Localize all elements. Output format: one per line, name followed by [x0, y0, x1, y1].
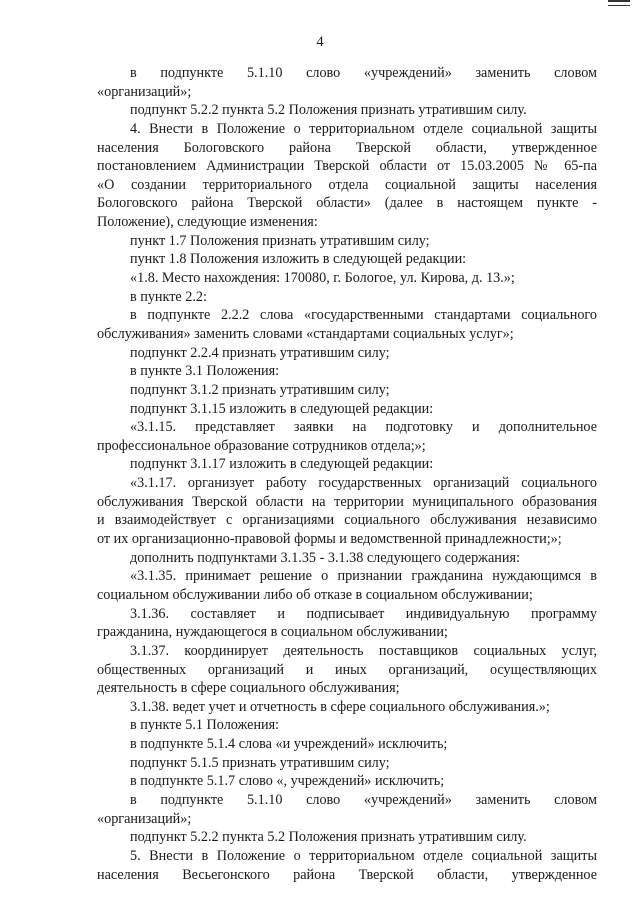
text-line: в подпункте 2.2.2 слова «государственными стандартами социального	[130, 307, 597, 324]
text-line: «организаций»;	[97, 810, 192, 827]
text-line: в подпункте 5.1.7 слово «, учреждений» исключить;	[130, 773, 445, 790]
text-line: «организаций»;	[97, 83, 192, 100]
text-line: 3.1.38. ведет учет и отчетность в сфере социального обслуживания.»;	[130, 698, 550, 715]
text-line: «О создании территориального отдела социальной защиты населения	[97, 176, 597, 193]
page-number: 4	[316, 34, 324, 50]
text-line: в пункте 3.1 Положения:	[130, 363, 280, 380]
text-line: от их организационно-правовой формы и ведомственной принадлежности;»;	[97, 531, 562, 548]
text-line: дополнить подпунктами 3.1.35 - 3.1.38 следующего содержания:	[130, 549, 520, 566]
text-line: населения Весьегонского района Тверской области, утвержденное	[97, 866, 597, 883]
text-line: «3.1.35. принимает решение о признании гражданина нуждающимся в	[130, 568, 597, 585]
text-line: Бологовского района Тверской области» (далее в настоящем пункте -	[97, 195, 597, 212]
text-line: постановлением Администрации Тверской области от 15.03.2005 № 65-па	[97, 158, 597, 175]
text-line: пункт 1.8 Положения изложить в следующей редакции:	[130, 251, 467, 268]
text-line: 3.1.37. координирует деятельность поставщиков социальных услуг,	[130, 642, 597, 659]
text-line: подпункт 5.2.2 пункта 5.2 Положения признать утратившим силу.	[130, 829, 527, 846]
text-line: подпункт 3.1.2 признать утратившим силу;	[130, 381, 390, 398]
text-line: подпункт 5.2.2 пункта 5.2 Положения признать утратившим силу.	[130, 102, 527, 119]
text-line: подпункт 2.2.4 признать утратившим силу;	[130, 344, 390, 361]
text-line: деятельность в сфере социального обслуживания;	[97, 680, 400, 697]
text-line: подпункт 5.1.5 признать утратившим силу;	[130, 754, 390, 771]
text-line: гражданина, нуждающегося в социальном обслуживании;	[97, 624, 448, 641]
text-line: 4. Внести в Положение о территориальном отделе социальной защиты	[130, 120, 597, 137]
text-line: пункт 1.7 Положения признать утратившим силу;	[130, 232, 430, 249]
text-line: в подпункте 5.1.10 слово «учреждений» заменить словом	[130, 65, 597, 81]
text-line: профессиональное образование сотрудников отдела;»;	[97, 437, 426, 454]
text-line: в подпункте 5.1.10 слово «учреждений» заменить словом	[130, 791, 597, 808]
text-line: общественных организаций и иных организаций, осуществляющих	[97, 661, 597, 678]
text-line: подпункт 3.1.15 изложить в следующей редакции:	[130, 400, 434, 417]
text-line: населения Бологовского района Тверской области, утвержденное	[97, 139, 597, 156]
text-line: «3.1.17. организует работу государственных организаций социального	[130, 475, 597, 492]
text-line: социальном обслуживании либо об отказе в социальном обслуживании;	[97, 586, 533, 603]
text-line: 5. Внести в Положение о территориальном отделе социальной защиты	[130, 847, 597, 864]
text-line: 3.1.36. составляет и подписывает индивидуальную программу	[130, 605, 597, 622]
text-line: и взаимодействует с организациями социального обслуживания независимо	[97, 512, 597, 529]
corner-scan-mark	[608, 0, 630, 6]
text-line: в пункте 5.1 Положения:	[130, 717, 280, 734]
document-body	[97, 64, 597, 884]
text-line: в подпункте 5.1.4 слова «и учреждений» исключить;	[130, 736, 448, 753]
text-line: Положение), следующие изменения:	[97, 214, 318, 231]
text-line: подпункт 3.1.17 изложить в следующей редакции:	[130, 456, 434, 473]
text-line: «1.8. Место нахождения: 170080, г. Бологое, ул. Кирова, д. 13.»;	[130, 270, 515, 287]
text-line: «3.1.15. представляет заявки на подготовку и дополнительное	[130, 419, 597, 436]
text-line: в пункте 2.2:	[130, 288, 207, 305]
text-line: обслуживания» заменить словами «стандартами социальных услуг»;	[97, 325, 514, 342]
text-line: обслуживания Тверской области на территории муниципального образования	[97, 493, 597, 510]
